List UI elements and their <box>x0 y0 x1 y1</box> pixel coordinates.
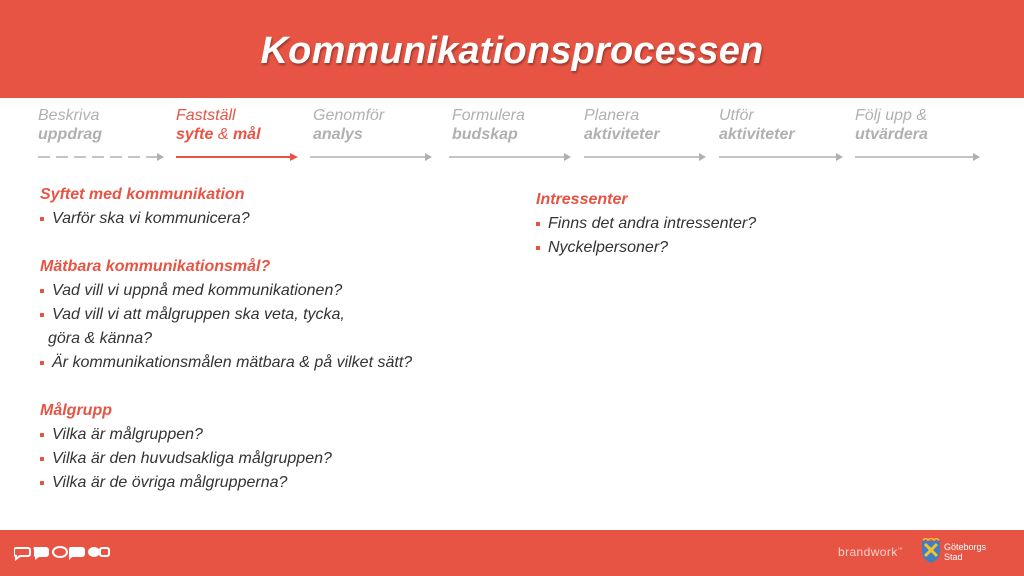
bullet-marker <box>40 433 44 437</box>
step-label-line1: Formulera <box>452 107 525 124</box>
city-crest-icon <box>920 538 942 564</box>
section-heading-intressenter: Intressenter <box>536 191 628 208</box>
step-label-line2: budskap <box>452 126 518 143</box>
section-heading-malgrupp: Målgrupp <box>40 402 112 419</box>
step-label-line2: aktiviteter <box>584 126 660 143</box>
bullet-marker <box>40 217 44 221</box>
list-item: Vilka är målgruppen? <box>40 423 510 447</box>
step-formulera-budskap <box>452 106 525 170</box>
list-item: Vad vill vi att målgruppen ska veta, tycka, <box>40 303 510 327</box>
left-content-column <box>40 183 510 495</box>
step-label-line1: Genomför <box>313 107 385 124</box>
title-banner <box>0 0 1024 98</box>
bullet-marker <box>40 313 44 317</box>
city-name-line1: Göteborgs <box>944 542 987 552</box>
list-item-continuation: göra & känna? <box>48 330 153 347</box>
list-item: Vilka är de övriga målgrupperna? <box>40 471 510 495</box>
step-label-line1: Fastställ <box>176 107 236 124</box>
right-arrow-icon <box>310 152 434 162</box>
list-item: Vad vill vi uppnå med kommunikationen? <box>40 279 510 303</box>
bullet-marker <box>536 246 540 250</box>
step-label-line1: Utför <box>719 107 754 124</box>
brand-logo: brandwork™ <box>838 545 904 559</box>
process-steps <box>0 106 1024 170</box>
bullet-marker <box>40 457 44 461</box>
right-arrow-icon <box>176 152 300 162</box>
step-label-line2: utvärdera <box>855 126 928 143</box>
step-label-line1: Följ upp & <box>855 107 928 124</box>
step-label-line2: aktiviteter <box>719 126 795 143</box>
right-arrow-icon <box>584 152 708 162</box>
step-folj-upp-utvardera <box>855 106 928 170</box>
right-arrow-icon <box>719 152 845 162</box>
right-content-column <box>536 188 976 260</box>
step-label-line2 <box>176 125 261 144</box>
bullet-marker <box>40 481 44 485</box>
step-planera-aktiviteter <box>584 106 660 170</box>
dashed-arrow-icon <box>38 152 166 162</box>
speech-bubbles-icon <box>14 544 110 562</box>
list-item: Varför ska vi kommunicera? <box>40 207 510 231</box>
step-genomfor-analys <box>313 106 384 170</box>
section-heading-matbara-mal: Mätbara kommunikationsmål? <box>40 258 271 275</box>
list-item: Nyckelpersoner? <box>536 236 976 260</box>
step-label-ampersand: & <box>217 126 229 143</box>
step-label-line1: Planera <box>584 107 640 124</box>
bullet-marker <box>40 289 44 293</box>
step-beskriva-uppdrag <box>38 106 102 170</box>
right-arrow-icon <box>855 152 983 162</box>
list-item: Är kommunikationsmålen mätbara & på vilket sätt? <box>40 351 510 375</box>
city-logo-text <box>944 542 986 562</box>
bullet-marker <box>536 222 540 226</box>
footer-bar <box>0 530 1024 576</box>
list-item: Finns det andra intressenter? <box>536 212 976 236</box>
step-label-mal: mål <box>232 126 261 143</box>
city-name-line2: Stad <box>944 552 963 562</box>
bullet-marker <box>40 361 44 365</box>
step-utfor-aktiviteter <box>719 106 795 170</box>
step-label-syfte: syfte <box>176 126 214 143</box>
section-heading-syfte: Syftet med kommunikation <box>40 186 245 203</box>
step-faststall-syfte-mal <box>176 106 261 170</box>
page-title: Kommunikationsprocessen <box>260 30 764 72</box>
list-item: Vilka är den huvudsakliga målgruppen? <box>40 447 510 471</box>
step-label-line2: uppdrag <box>38 126 102 143</box>
right-arrow-icon <box>449 152 573 162</box>
step-label-line1: Beskriva <box>38 107 100 124</box>
step-label-line2: analys <box>313 126 363 143</box>
